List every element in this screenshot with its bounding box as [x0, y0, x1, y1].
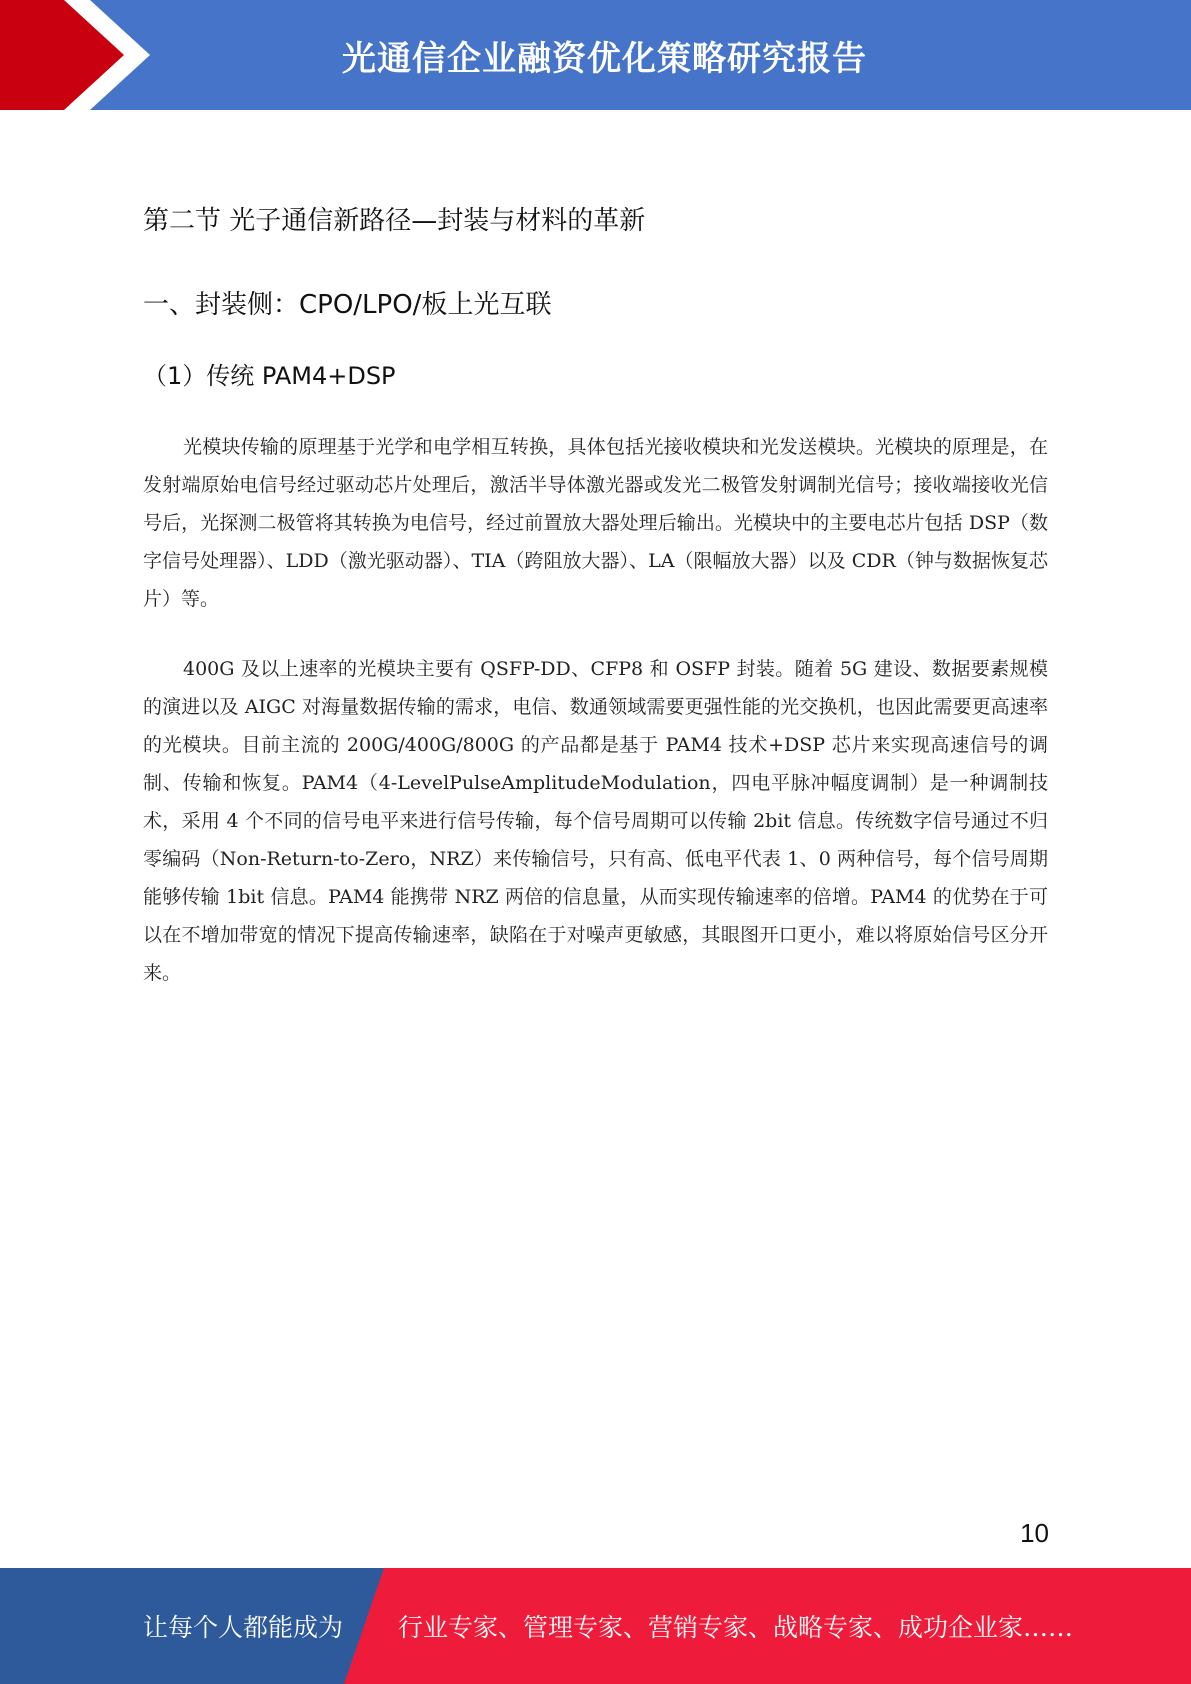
footer-slogan-left: 让每个人都能成为 — [143, 1613, 344, 1642]
sub-subsection-title: （1）传统 PAM4+DSP — [143, 362, 396, 390]
subsection-title: 一、封装侧：CPO/LPO/板上光互联 — [143, 290, 552, 320]
body-paragraph: 400G 及以上速率的光模块主要有 QSFP-DD、CFP8 和 OSFP 封装。随着 5G 建设、数据要素规模的演进以及 AIGC 对海量数据传输的需求，电信、数通领域需要更强性能的光交换机，也因此需要更高速率的光模块。目前主流的 200G/400G/800G 的产品都是基于 PAM4 技术+DSP 芯片来实现高速信号的调制、传输和恢复。PAM4（4-LevelPulseAmplitudeModulation，四电平脉冲幅度调制）是一种调制技术，采用 4 个不同的信号电平来进行信号传输，每个信号周期可以传输 2bit 信息。传统数字信号通过不归零编码（Non-Return-to-Zero，NRZ）来传输信号，只有高、低电平代表 1、0 两种信号，每个信号周期能够传输 1bit 信息。PAM4 能携带 NRZ 两倍的信息量，从而实现传输速率的倍增。PAM4 的优势在于可以在不增加带宽的情况下提高传输速率，缺陷在于对噪声更敏感，其眼图开口更小，难以将原始信号区分开来。 — [143, 658, 1048, 984]
page-header — [0, 0, 1191, 110]
page-footer — [0, 1568, 1191, 1684]
report-title: 光通信企业融资优化策略研究报告 — [342, 38, 867, 79]
footer-slogan-right: 行业专家、管理专家、营销专家、战略专家、成功企业家…… — [398, 1613, 1074, 1642]
section-title: 第二节 光子通信新路径—封装与材料的革新 — [143, 206, 646, 236]
body-paragraph: 光模块传输的原理基于光学和电学相互转换，具体包括光接收模块和光发送模块。光模块的原理是，在发射端原始电信号经过驱动芯片处理后，激活半导体激光器或发光二极管发射调制光信号；接收端接收光信号后，光探测二极管将其转换为电信号，经过前置放大器处理后输出。光模块中的主要电芯片包括 DSP（数字信号处理器）、LDD（激光驱动器）、TIA（跨阻放大器）、LA（限幅放大器）以及 CDR（钟与数据恢复芯片）等。 — [143, 436, 1048, 610]
page-number: 10 — [1020, 1518, 1049, 1548]
